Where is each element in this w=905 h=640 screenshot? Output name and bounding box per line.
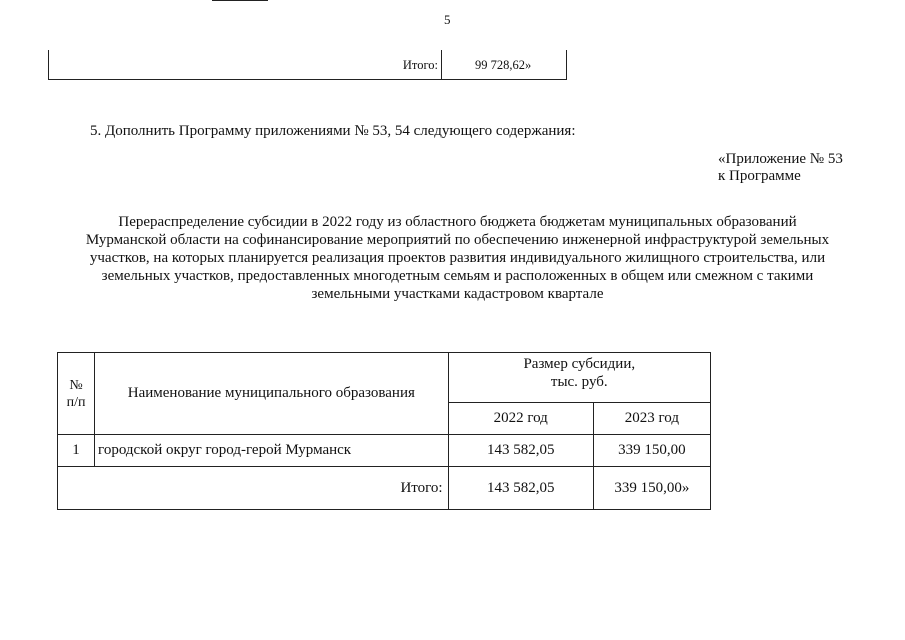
previous-table-total-label: Итого: xyxy=(402,58,438,72)
row-municipality-name: городской округ город-герой Мурманск xyxy=(95,435,449,467)
header-municipality-name xyxy=(95,353,449,435)
title-line: участков, на которых планируется реализация проектов развития индивидуального жилищного строительства, или xyxy=(89,250,826,266)
title-line: Перераспределение субсидии в 2022 году из областного бюджета бюджетам муниципальных образований xyxy=(118,214,797,230)
title-line: Мурманской области на софинансирование мероприятий по обеспечению инженерной инфраструктурой земельных xyxy=(85,232,830,248)
title-line: земельными участками кадастровом квартале xyxy=(311,286,604,302)
total-label: Итого: xyxy=(58,467,449,510)
header-year-1-text: 2022 год xyxy=(493,410,548,426)
header-year-2-text: 2023 год xyxy=(624,410,680,426)
row-number: 1 xyxy=(58,435,95,467)
table-row xyxy=(58,435,711,467)
appendix-heading xyxy=(718,151,843,185)
total-value-year-2: 339 150,00» xyxy=(593,467,710,510)
appendix-line-2: к Программе xyxy=(718,168,801,184)
subsidy-table xyxy=(57,352,711,510)
row-value-year-1: 143 582,05 xyxy=(448,435,593,467)
title-line: земельных участков, предоставленных многодетным семьям и расположенных в общем или смежном с такими xyxy=(101,268,814,284)
header-number-text: № п/п xyxy=(66,377,86,410)
document-title xyxy=(60,213,855,303)
header-municipality-name-text: Наименование муниципального образования xyxy=(127,385,415,401)
page-number: 5 xyxy=(444,12,451,27)
total-value-year-1: 143 582,05 xyxy=(448,467,593,510)
header-subsidy-size-text: Размер субсидии, тыс. руб. xyxy=(523,356,636,390)
appendix-line-1: «Приложение № 53 xyxy=(718,151,843,167)
header-year-2 xyxy=(593,403,710,435)
header-subsidy-size xyxy=(448,353,710,403)
previous-table-total-value: 99 728,62» xyxy=(475,58,532,72)
previous-table-divider xyxy=(441,50,442,79)
table-header-row xyxy=(58,353,711,403)
amendment-paragraph: 5. Дополнить Программу приложениями № 53, 54 следующего содержания: xyxy=(90,123,576,139)
row-value-year-2: 339 150,00 xyxy=(593,435,710,467)
previous-table-total-row xyxy=(48,50,567,80)
table-total-row xyxy=(58,467,711,510)
header-number xyxy=(58,353,95,435)
header-year-1 xyxy=(448,403,593,435)
page-top-rule xyxy=(212,0,268,1)
